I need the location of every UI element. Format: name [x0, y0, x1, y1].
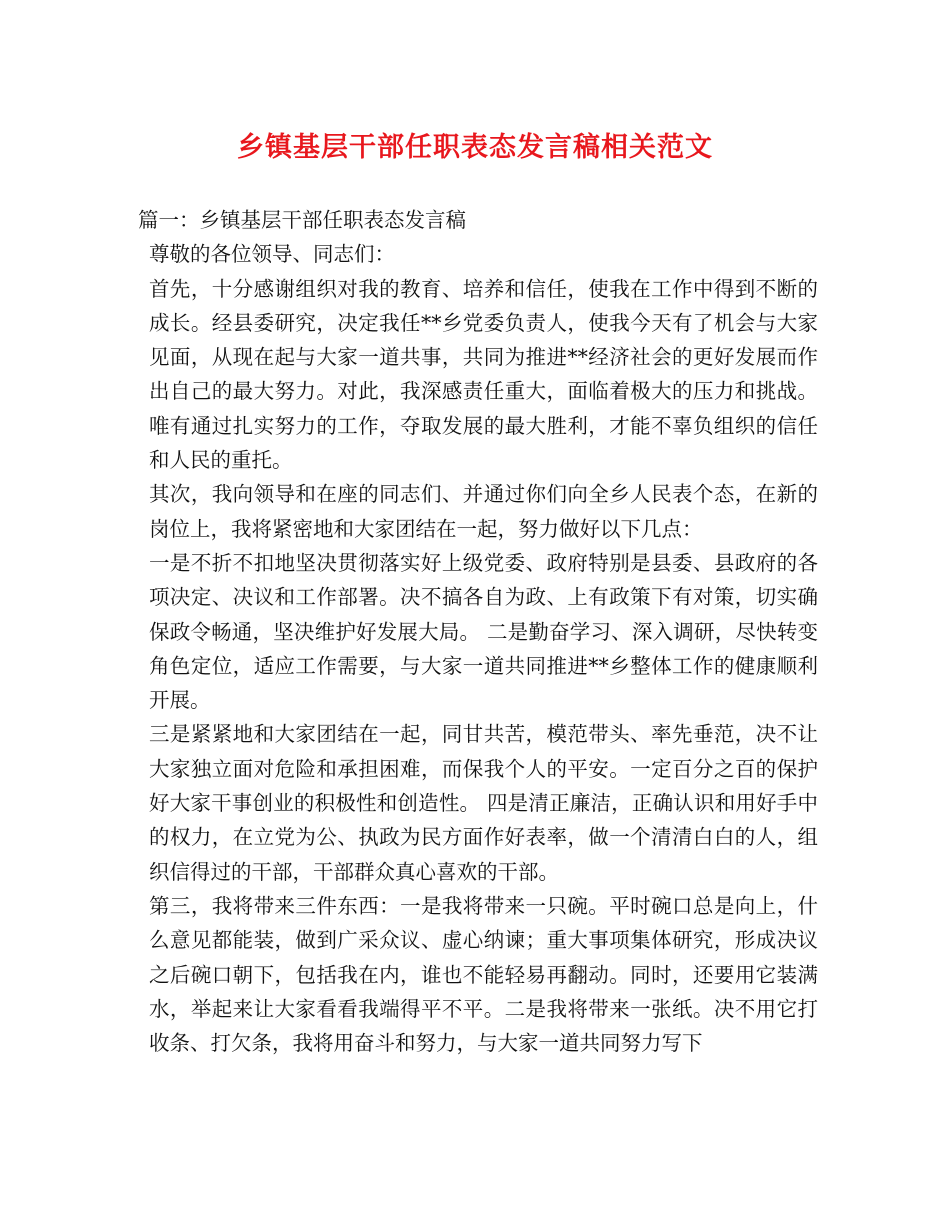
salutation: 尊敬的各位领导、同志们：	[149, 242, 395, 267]
paragraph-points-three-four: 三是紧紧地和大家团结在一起，同甘共苦，模范带头、率先垂范，决不让大家独立面对危险和承担困难，而保我个人的平安。一定百分之百的保护好大家干事创业的积极性和创造性。 四是清正廉洁，正确认识和用好手中的权力，在立党为公、执政为民方面作好表率，做一个清清白白的人，组织信得过的干部，干部群众真心喜欢的干部。	[149, 722, 818, 884]
paragraph-points-one-two: 一是不折不扣地坚决贯彻落实好上级党委、政府特别是县委、县政府的各项决定、决议和工作部署。决不搞各自为政、上有政策下有对策，切实确保政令畅通，坚决维护好发展大局。 二是勤奋学习、深入调研，尽快转变角色定位，适应工作需要，与大家一道共同推进**乡整体工作的健康顺利开展。	[149, 550, 818, 713]
paragraph-third: 第三，我将带来三件东西：一是我将带来一只碗。平时碗口总是向上，什么意见都能装，做到广采众议、虚心纳谏；重大事项集体研究，形成决议之后碗口朝下，包括我在内，谁也不能轻易再翻动。同时，还要用它装满水，举起来让大家看看我端得平不平。二是我将带来一张纸。决不用它打收条、打欠条，我将用奋斗和努力，与大家一道共同努力写下	[149, 893, 818, 1056]
section-heading: 篇一：乡镇基层干部任职表态发言稿	[138, 208, 466, 232]
document-body	[138, 203, 818, 1060]
paragraph-second: 其次，我向领导和在座的同志们、并通过你们向全乡人民表个态，在新的岗位上，我将紧密地和大家团结在一起，努力做好以下几点：	[149, 482, 818, 541]
paragraph-first: 首先，十分感谢组织对我的教育、培养和信任，使我在工作中得到不断的成长。经县委研究，决定我任**乡党委负责人，使我今天有了机会与大家见面，从现在起与大家一道共事，共同为推进**经济社会的更好发展而作出自己的最大努力。对此，我深感责任重大，面临着极大的压力和挑战。唯有通过扎实努力的工作，夺取发展的最大胜利，才能不辜负组织的信任和人民的重托。	[149, 276, 818, 473]
document-title: 乡镇基层干部任职表态发言稿相关范文	[237, 132, 713, 163]
